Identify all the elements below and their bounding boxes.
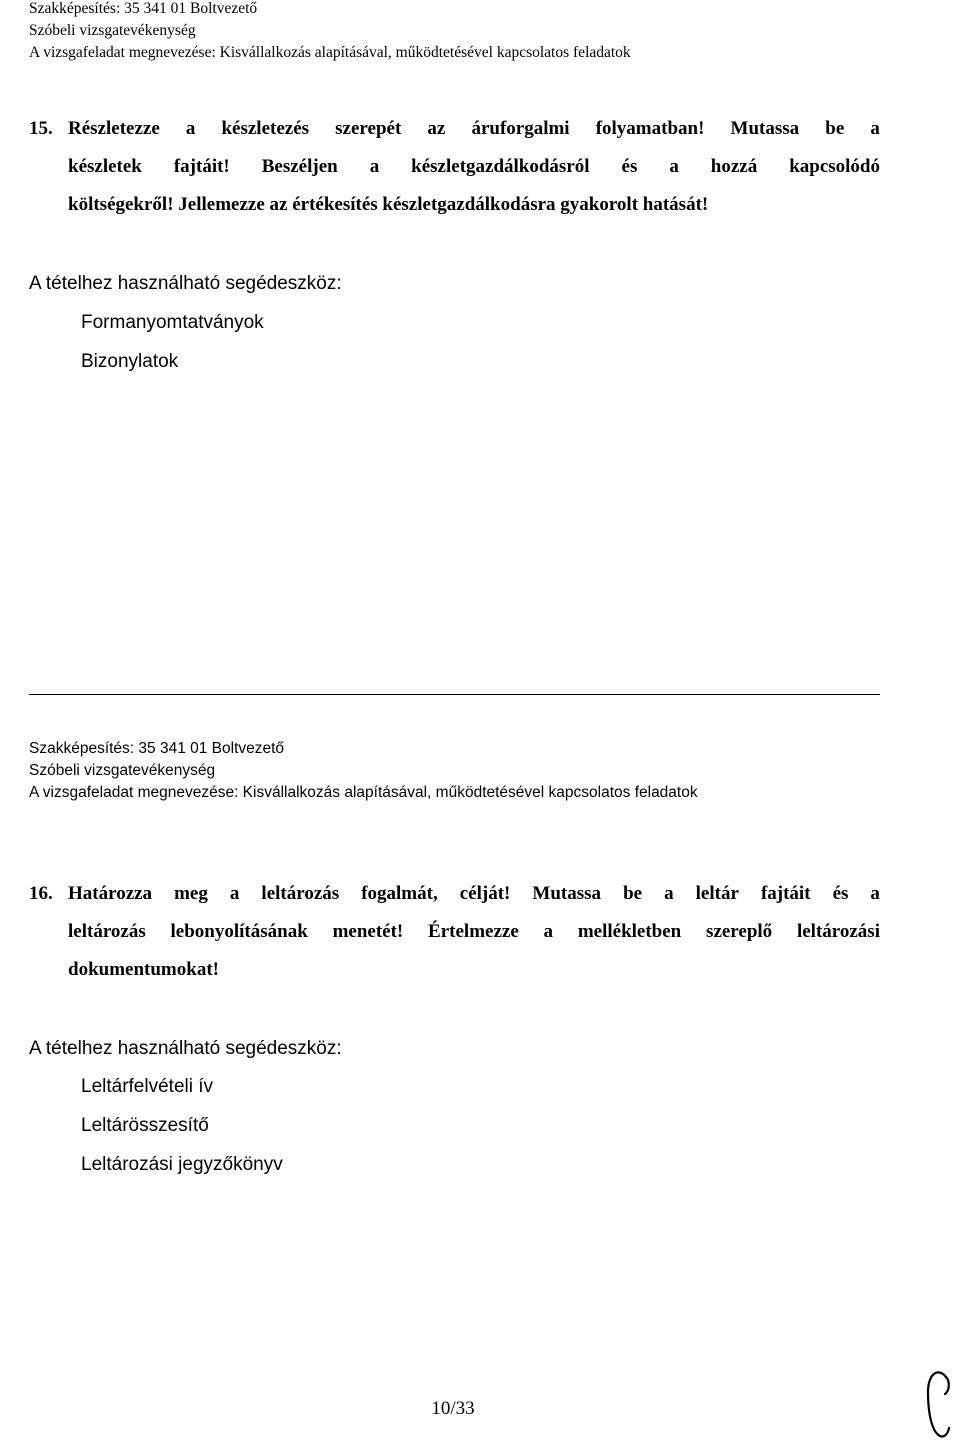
word: a	[543, 921, 554, 942]
word: az	[427, 118, 446, 139]
question-16-tool-item: Leltározási jegyzőkönyv	[81, 1154, 283, 1175]
word: a	[664, 883, 674, 904]
header-qualification: Szakképesítés: 35 341 01 Boltvezető	[29, 740, 285, 757]
word: Részletezze	[68, 118, 160, 139]
page-number: 10/33	[431, 1398, 475, 1419]
question-15-tool-item: Formanyomtatványok	[81, 312, 264, 333]
word: és	[832, 883, 849, 904]
question-16-tools-label: A tételhez használható segédeszköz:	[29, 1038, 342, 1059]
question-16-tool-item: Leltárösszesítő	[81, 1115, 209, 1136]
word: folyamatban!	[595, 118, 705, 139]
word: leltározás	[261, 883, 340, 904]
word: fajtáit!	[173, 156, 230, 177]
word: a	[669, 156, 679, 177]
header-exam-type: Szóbeli vizsgatevékenység	[29, 762, 216, 779]
word: be	[623, 883, 643, 904]
word: szereplő	[706, 921, 773, 942]
word: és	[621, 156, 638, 177]
word: szerepét	[335, 118, 402, 139]
header-qualification: Szakképesítés: 35 341 01 Boltvezető	[29, 0, 258, 17]
word: a	[229, 883, 240, 904]
word: fogalmát,	[361, 883, 438, 904]
word: a	[870, 118, 880, 139]
word: Mutassa	[532, 883, 602, 904]
word: áruforgalmi	[471, 118, 570, 139]
header-task-title: A vizsgafeladat megnevezése: Kisvállalkozás alapításával, működtetésével kapcsolatos feladatok	[29, 784, 698, 801]
word: fajtáit	[760, 883, 811, 904]
word: Határozza	[68, 883, 153, 904]
word: mellékletben	[577, 921, 682, 942]
word: kapcsolódó	[789, 156, 880, 177]
question-16-text-line-1	[68, 882, 880, 906]
question-15-tools-label: A tételhez használható segédeszköz:	[29, 273, 342, 294]
word: Értelmezze	[428, 921, 519, 942]
word: készletezés	[221, 118, 310, 139]
question-15-text-line-1	[68, 117, 880, 141]
word: a	[369, 156, 380, 177]
header-exam-type: Szóbeli vizsgatevékenység	[29, 22, 196, 39]
word: lebonyolításának	[170, 921, 308, 942]
question-16-tool-item: Leltárfelvételi ív	[81, 1076, 214, 1097]
word: készletgazdálkodásról	[411, 156, 590, 177]
question-15-text-line-2	[68, 155, 880, 179]
word: Beszéljen	[261, 156, 338, 177]
word: menetét!	[332, 921, 404, 942]
word: hozzá	[710, 156, 758, 177]
question-16-text-line-3: dokumentumokat!	[68, 959, 219, 980]
question-15-number: 15.	[29, 118, 53, 139]
word: be	[825, 118, 845, 139]
question-16-number: 16.	[29, 883, 53, 904]
word: célját!	[459, 883, 511, 904]
page-separator-line	[29, 694, 880, 695]
header-task-title: A vizsgafeladat megnevezése: Kisvállalkozás alapításával, működtetésével kapcsolatos feladatok	[29, 44, 631, 61]
signature-mark	[918, 1362, 958, 1442]
question-16-text-line-2	[68, 920, 880, 944]
question-15-text-line-3: költségekről! Jellemezze az értékesítés készletgazdálkodásra gyakorolt hatását!	[68, 194, 709, 215]
word: a	[185, 118, 196, 139]
word: leltározás	[68, 921, 146, 942]
word: a	[870, 883, 880, 904]
word: meg	[174, 883, 208, 904]
question-15-tool-item: Bizonylatok	[81, 351, 179, 372]
word: leltározási	[796, 921, 880, 942]
word: készletek	[68, 156, 142, 177]
word: leltár	[695, 883, 739, 904]
word: Mutassa	[730, 118, 800, 139]
